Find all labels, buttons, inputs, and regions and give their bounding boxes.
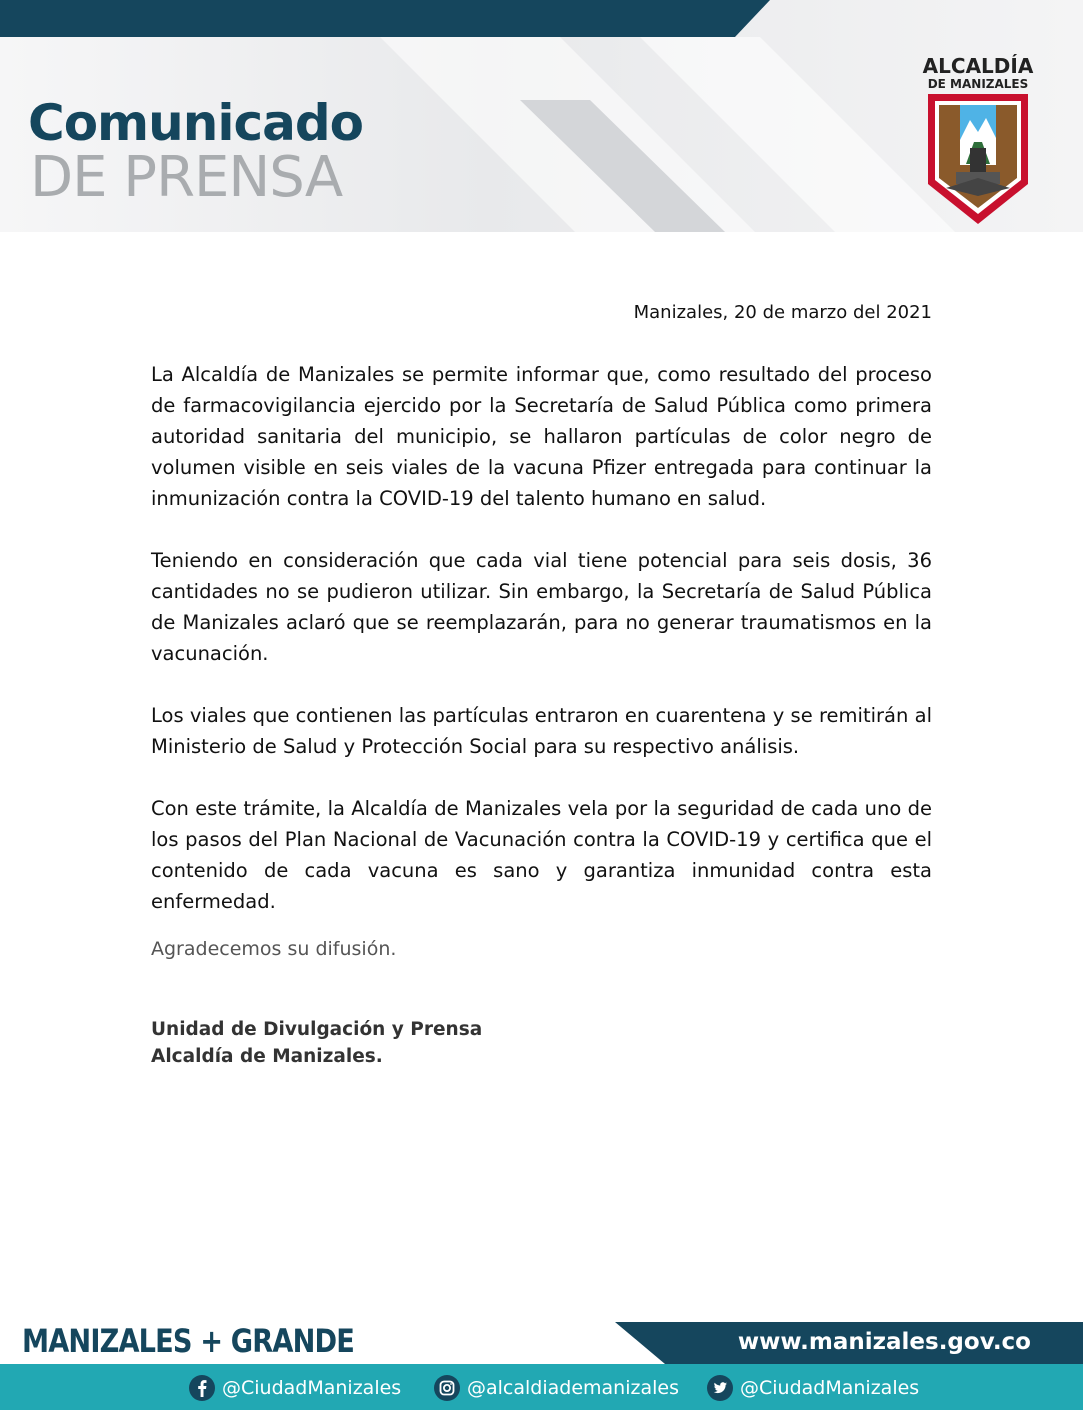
facebook-link[interactable] [188,1373,401,1403]
signature-line1: Unidad de Divulgación y Prensa [151,1019,483,1040]
twitter-link[interactable] [706,1373,919,1403]
page-header [0,0,1083,232]
document-date: Manizales, 20 de marzo del 2021 [633,302,932,323]
logo-line1: ALCALDÍA [922,54,1034,78]
footer-slogan: MANIZALES + GRANDE [22,1322,354,1360]
paragraph: La Alcaldía de Manizales se permite informar que, como resultado del proceso de farmacovigilancia ejercido por la Secretaría de Salud Pública como primera autoridad sanitaria del municipio, se hallaron partículas de color negro de volumen visible en seis viales de la vacuna Pfizer entregada para continuar la inmunización contra la COVID-19 del talento humano en salud. [151,363,932,510]
header-subtitle: DE PRENSA [30,145,343,210]
twitter-handle: @CiudadManizales [740,1377,920,1399]
header-title: Comunicado [28,94,363,152]
signature-line2: Alcaldía de Manizales. [151,1046,383,1067]
paragraph: Con este trámite, la Alcaldía de Manizales vela por la seguridad de cada uno de los pasos del Plan Nacional de Vacunación contra la COVID-19 y certifica que el contenido de cada vacuna es sano y garantiza inmunidad contra esta enfermedad. [151,797,932,913]
document-body [151,359,932,948]
paragraph: Los viales que contienen las partículas entraron en cuarentena y se remitirán al Ministerio de Salud y Protección Social para su respectivo análisis. [151,704,932,758]
closing-text: Agradecemos su difusión. [151,938,397,960]
facebook-icon [188,1374,216,1402]
instagram-handle: @alcaldiademanizales [467,1377,679,1399]
paragraph: Teniendo en consideración que cada vial tiene potencial para seis dosis, 36 cantidades no se pudieron utilizar. Sin embargo, la Secretaría de Salud Pública de Manizales aclaró que se reemplazarán, para no generar traumatismos en la vacunación. [151,549,932,665]
facebook-handle: @CiudadManizales [222,1377,402,1399]
website-link[interactable]: www.manizales.gov.co [737,1329,1031,1355]
logo-line2: DE MANIZALES [927,77,1029,91]
coat-of-arms-icon [926,92,1030,226]
instagram-link[interactable] [433,1373,679,1403]
twitter-icon [706,1374,734,1402]
instagram-icon [433,1374,461,1402]
signature [151,1016,482,1070]
logo-text [918,55,1038,91]
